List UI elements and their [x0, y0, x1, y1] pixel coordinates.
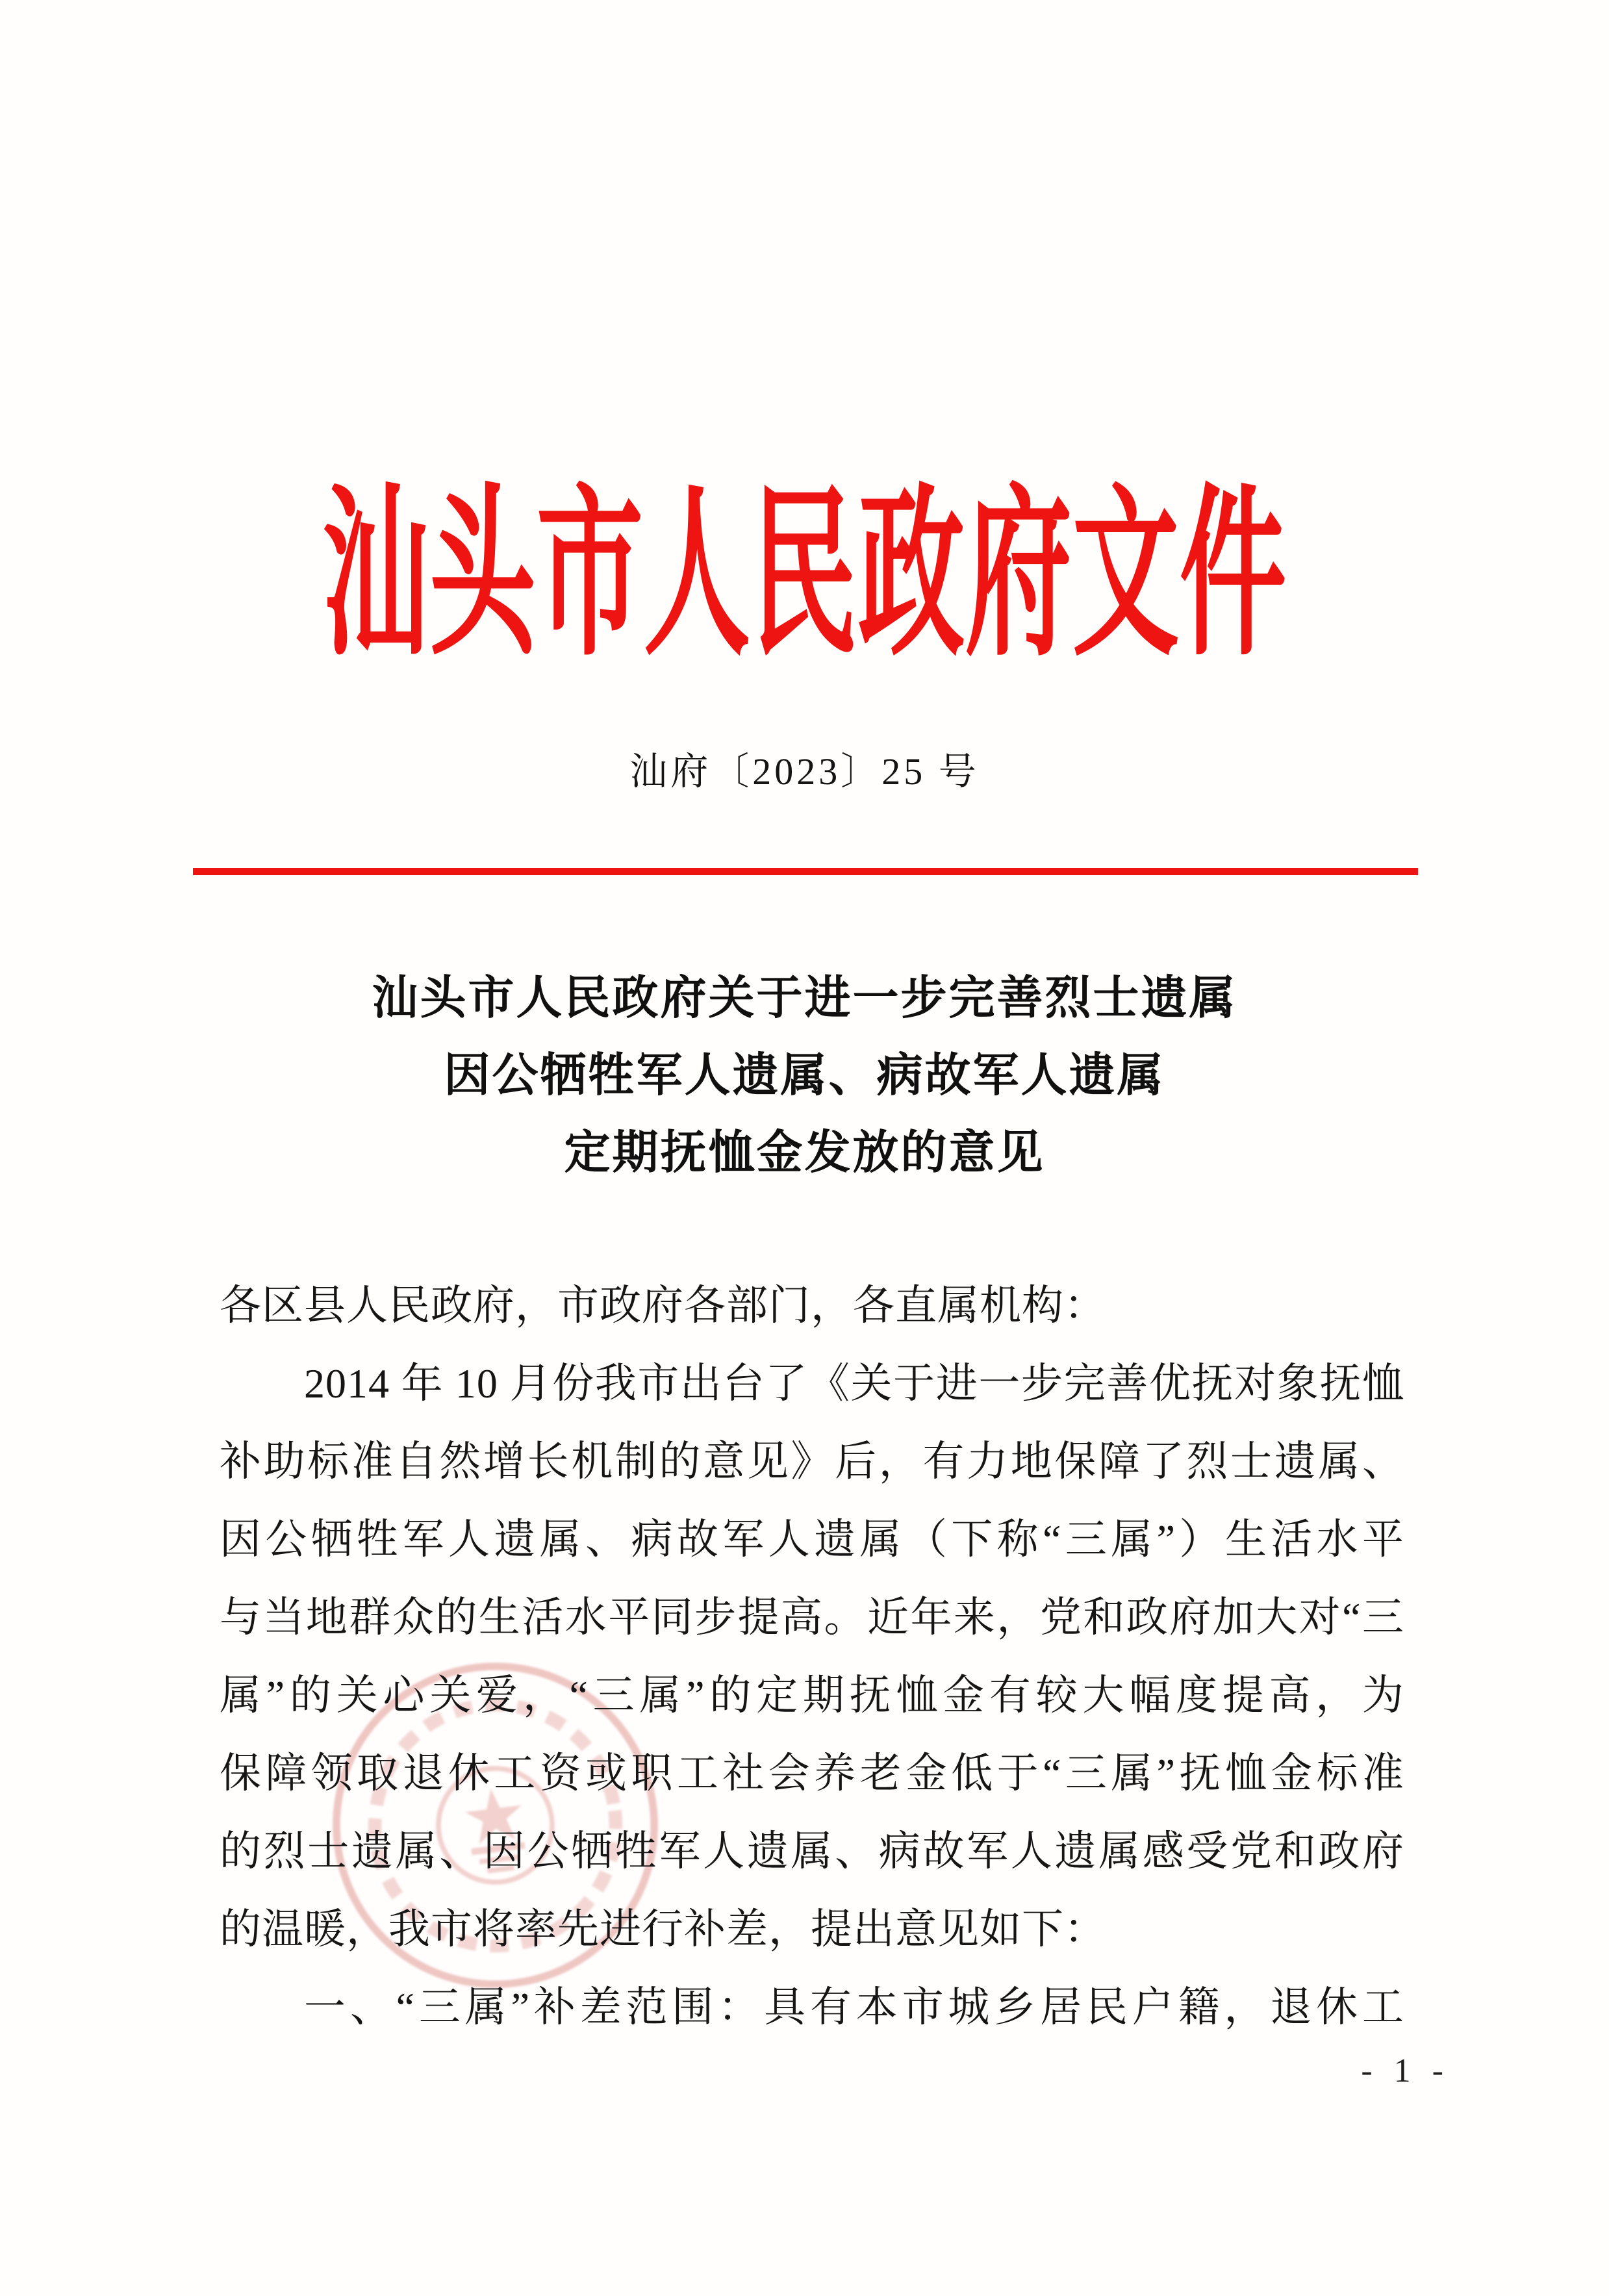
- body-line: 保障领取退休工资或职工社会养老金低于“三属”抚恤金标准: [220, 1750, 1404, 1796]
- body-line: 一、“三属”补差范围：具有本市城乡居民户籍，退休工: [304, 1984, 1404, 2030]
- document-title-line: 汕头市人民政府关于进一步完善烈士遗属: [372, 973, 1237, 1024]
- document-title-line: 定期抚恤金发放的意见: [564, 1128, 1045, 1179]
- body-line: 与当地群众的生活水平同步提高。近年来，党和政府加大对“三: [220, 1594, 1404, 1640]
- body-line: 2014 年 10 月份我市出台了《关于进一步完善优抚对象抚恤: [304, 1360, 1404, 1407]
- document-number: 汕府〔2023〕25 号: [629, 750, 980, 793]
- body-line: 各区县人民政府，市政府各部门，各直属机构：: [220, 1282, 1106, 1329]
- body-text: [220, 1267, 1404, 2047]
- body-line: 的温暖，我市将率先进行补差，提出意见如下：: [220, 1906, 1106, 1952]
- body-line: 因公牺牲军人遗属、病故军人遗属（下称“三属”）生活水平: [220, 1516, 1404, 1563]
- masthead-title: 汕头市人民政府文件: [322, 475, 1287, 678]
- document-title-line: 因公牺牲军人遗属、病故军人遗属: [444, 1051, 1165, 1101]
- body-line: 属”的关心关爱，“三属”的定期抚恤金有较大幅度提高，为: [220, 1672, 1404, 1718]
- red-divider-line: [193, 868, 1418, 875]
- body-line: 补助标准自然增长机制的意见》后，有力地保障了烈士遗属、: [220, 1438, 1404, 1485]
- body-line: 的烈士遗属、因公牺牲军人遗属、病故军人遗属感受党和政府: [220, 1828, 1404, 1874]
- document-title: [0, 960, 1609, 1192]
- page-number: - 1 -: [1361, 2052, 1450, 2089]
